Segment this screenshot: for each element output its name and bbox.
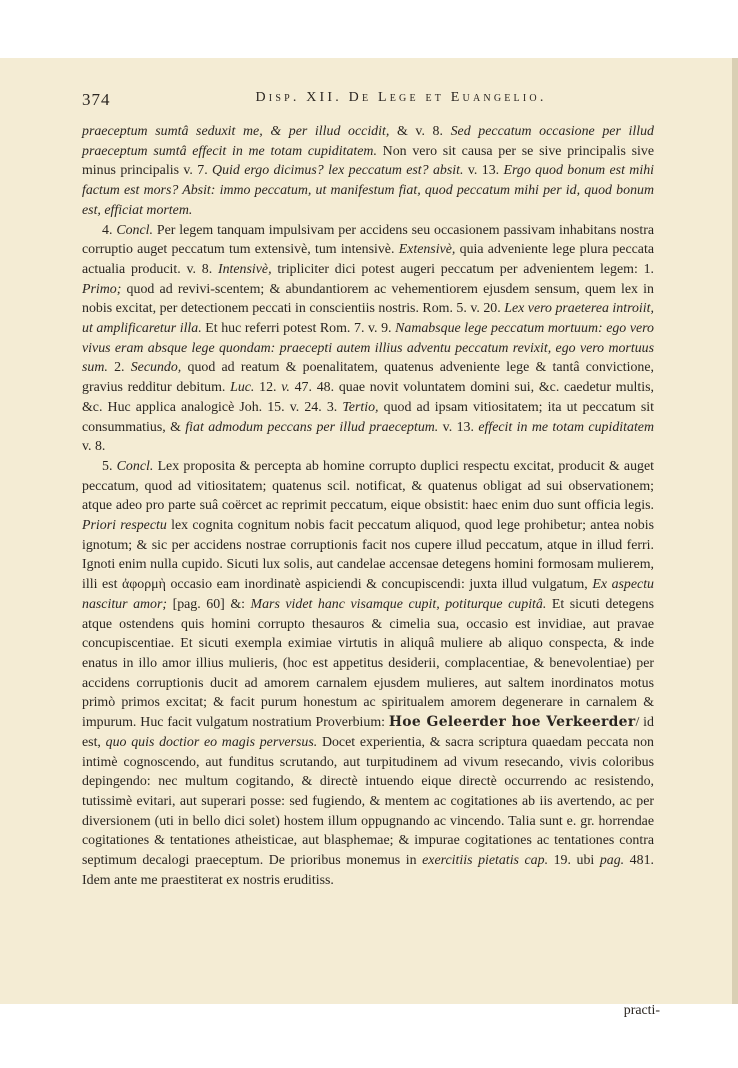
text-segment: & v. 8. <box>389 124 451 139</box>
italic-text-segment: Namabsque lege peccatum mortuum: ego vero vivus eram absque lege quondam: praecepti autem illius adventu peccatum revixit, ego vero mortuus sum. <box>82 321 655 376</box>
italic-text-segment: fiat admodum peccans per illud praeceptum. <box>185 419 439 435</box>
italic-text-segment: pag. <box>599 853 625 869</box>
paragraph-conclusion-5 <box>82 457 654 890</box>
page-number: 374 <box>82 90 111 109</box>
italic-text-segment: Concl. <box>116 458 154 474</box>
text-segment: lex cognita cognitum nobis facit peccatum aliquod, quod lege prohibetur; antea nobis ignotum; & sic per accidens nostrae corruptionis facit nos cupere illud peccatum, atque in illud ferri. Ignoti enim nulla cupido. Sicuti lux solis, aut candelae accensae detegens homini formosam mulierem, illi est ἀφορμὴ occasio eam inordinatè aspiciendi & concupiscendi: juxta illud vulgatum, <box>82 518 654 593</box>
page-header <box>82 90 660 110</box>
italic-text-segment: v. <box>281 380 290 396</box>
text-segment: quod ad ipsam vitiositatem; ita ut peccatum sit consummatius, & <box>82 399 654 435</box>
italic-text-segment: Quid ergo dicimus? lex peccatum est? absit. <box>212 163 464 179</box>
text-segment: Et huc referri potest Rom. 7. v. 9. <box>201 321 396 337</box>
text-segment: Non vero sit causa per se sive principalis sive minus principalis v. 7. <box>82 143 654 179</box>
italic-text-segment: Secundo, <box>130 360 182 376</box>
text-segment: v. 13. <box>438 419 479 435</box>
text-segment: [pag. 60] &: <box>167 596 251 612</box>
italic-text-segment: Mars videt hanc visamque cupit, potiturque cupitâ. <box>250 596 547 612</box>
text-segment: v. 8. <box>82 439 106 455</box>
text-segment: quia adveniente lege plura peccata actualia producit. v. 8. <box>82 242 654 277</box>
italic-text-segment: Sed peccatum occasione per illud praeceptum sumtâ effecit in me totam cupiditatem. <box>82 124 654 159</box>
text-segment: 2. <box>107 360 131 376</box>
text-segment: Et sicuti detegens atque ostendens quis homini corrupto thesauros & cimelia sua, occasio est invidiae, aut pravae concupiscentiae. Et sicuti exempla eximiae virtutis in aliquâ muliere ab aliquo conspecta, & inde enatus in illo amor illius mulieris, (hoc est appetitus desiderii, complacentiae, & benevolentiae) per accidens corruptionis ducit ad amorem carnalem ejusdem mulieres, aut saltem inordinatos motus primò primos excitat; & facit purum honestum ac spiritualem amorem degenerare in carnalem & impurum. Huc facit vulgatum nostratium Proverbium: <box>82 596 654 731</box>
text-segment: quod ad reatum & poenalitatem, quatenus adveniente lege & tantâ convictione, gravius redditur debitum. <box>82 360 654 396</box>
italic-text-segment: Ergo quod bonum est mihi factum est mors? Absit: immo peccatum, ut manifestum fiat, quod peccatum mihi per id, quod bonum est, efficiat mortem. <box>82 163 654 218</box>
text-segment: 19. ubi <box>548 853 600 869</box>
running-title: Disp. XII. De Lege et Euangelio. <box>255 90 547 105</box>
text-segment: Lex proposita & percepta ab homine corrupto duplici respectu excitat, producit & auget peccatum, quod ad vitiositatem; quatenus scil. notificat, & quatenus obligat ad sui observationem; atque adeo pro parte suâ coërcet ac reprimit peccatum, eique obsistit: haec enim duo sunt officia legis. <box>82 458 655 514</box>
italic-text-segment: Tertio, <box>342 399 379 415</box>
paragraph-continuation <box>82 122 654 221</box>
italic-text-segment: Ex aspectu nascitur amor; <box>82 577 654 612</box>
blackletter-proverb: Hoe Geleerder hoe Verkeerder <box>388 714 636 731</box>
italic-text-segment: Extensivè, <box>398 242 456 258</box>
italic-text-segment: Luc. <box>230 380 255 396</box>
text-segment: Per legem tanquam impulsivam per accidens seu occasionem passivam inhabitans nostra corruptio auget peccatum tum extensivè, tum intensivè. <box>82 222 654 258</box>
text-segment: 4. <box>102 222 117 238</box>
italic-text-segment: Concl. <box>116 222 153 238</box>
italic-text-segment: Lex vero praeterea introiit, ut amplificaretur illa. <box>82 301 654 337</box>
catchword: practi- <box>623 1003 660 1018</box>
text-segment: 47. 48. quae novit voluntatem domini sui, &c. caedetur multis, &c. Huc applica analogicè Joh. 15. v. 24. 3. <box>82 380 655 415</box>
page-edge <box>732 58 738 1004</box>
text-segment: quod ad revivi-scentem; & abundantiorem ac vehementiorem ejusdem sensum, quem lex in nobis excitat, per detectionem peccati in conscientiis nostris. Rom. 5. v. 20. <box>82 281 654 317</box>
text-segment: Docet experientia, & sacra scriptura quaedam peccata non intimè cognoscendo, aut funditus scrutando, aut turpitudinem ad vivum resecando, vivis coloribus depingendo: nec multum cogitando, & directè intuendo eique directè occurrendo ac resistendo, tutissimè evitari, aut superari posse: sed fugiendo, & mentem ac cogitationes ab iis avertendo, ac per diversionem (uti in bello dici solet) hostem illum oppugnando ac vincendo. Talia sunt e. gr. horrendae cogitationes & tentationes atheisticae, aut blasphemae; & impurae cogitationes ac tentationes contra septimum decalogi praeceptum. De prioribus monemus in <box>82 734 654 869</box>
italic-text-segment: praeceptum sumtâ seduxit me, & per illud occidit, <box>82 124 390 139</box>
text-segment: / id est, <box>82 715 654 750</box>
text-segment: 12. <box>254 380 282 396</box>
italic-text-segment: quo quis doctior eo magis perversus. <box>105 734 318 750</box>
text-segment: v. 13. <box>463 163 504 179</box>
text-segment: tripliciter dici potest augeri peccatum per advenientem legem: 1. <box>271 261 654 277</box>
italic-text-segment: exercitiis pietatis cap. <box>422 853 549 869</box>
italic-text-segment: Primo; <box>82 281 122 297</box>
italic-text-segment: Priori respectu <box>82 518 167 534</box>
paragraph-conclusion-4 <box>82 221 654 457</box>
italic-text-segment: effecit in me totam cupiditatem <box>478 419 655 435</box>
text-segment: 481. Idem ante me praestiterat ex nostris eruditiss. <box>82 853 654 888</box>
page-body <box>82 122 654 890</box>
text-segment: 5. <box>102 458 117 474</box>
italic-text-segment: Intensivè, <box>217 261 272 277</box>
